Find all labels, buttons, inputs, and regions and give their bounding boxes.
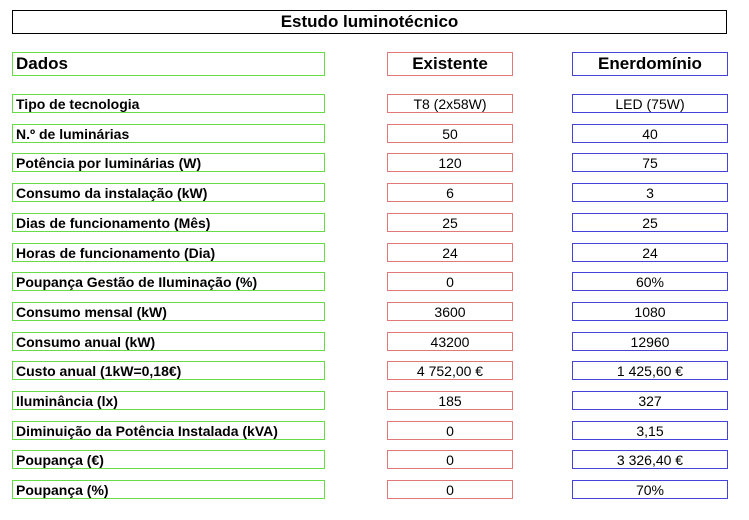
row-label: Horas de funcionamento (Dia) [12, 243, 325, 262]
row-label: Diminuição da Potência Instalada (kVA) [12, 421, 325, 440]
row-label: Consumo mensal (kW) [12, 302, 325, 321]
existente-cell: 0 [387, 480, 513, 499]
enerdominio-cell: 40 [572, 124, 728, 143]
row-label: N.º de luminárias [12, 124, 325, 143]
row-label: Tipo de tecnologia [12, 94, 325, 113]
page-title: Estudo luminotécnico [12, 10, 727, 34]
enerdominio-cell: LED (75W) [572, 94, 728, 113]
existente-cell: 0 [387, 272, 513, 291]
enerdominio-cell: 1 425,60 € [572, 361, 728, 380]
existente-cell: 25 [387, 213, 513, 232]
row-label: Poupança Gestão de Iluminação (%) [12, 272, 325, 291]
row-label: Poupança (€) [12, 450, 325, 469]
existente-cell: 4 752,00 € [387, 361, 513, 380]
row-label: Consumo anual (kW) [12, 332, 325, 351]
header-enerdominio: Enerdomínio [572, 52, 728, 76]
enerdominio-cell: 25 [572, 213, 728, 232]
enerdominio-cell: 60% [572, 272, 728, 291]
enerdominio-cell: 3 [572, 183, 728, 202]
existente-cell: 185 [387, 391, 513, 410]
row-label: Potência por luminárias (W) [12, 153, 325, 172]
row-label: Poupança (%) [12, 480, 325, 499]
row-label: Iluminância (lx) [12, 391, 325, 410]
enerdominio-cell: 3 326,40 € [572, 450, 728, 469]
enerdominio-cell: 327 [572, 391, 728, 410]
existente-cell: 3600 [387, 302, 513, 321]
row-label: Custo anual (1kW=0,18€) [12, 361, 325, 380]
existente-cell: T8 (2x58W) [387, 94, 513, 113]
enerdominio-cell: 24 [572, 243, 728, 262]
existente-cell: 120 [387, 153, 513, 172]
existente-cell: 0 [387, 421, 513, 440]
existente-cell: 24 [387, 243, 513, 262]
existente-cell: 0 [387, 450, 513, 469]
header-dados: Dados [12, 52, 325, 76]
existente-cell: 6 [387, 183, 513, 202]
enerdominio-cell: 3,15 [572, 421, 728, 440]
existente-cell: 43200 [387, 332, 513, 351]
row-label: Dias de funcionamento (Mês) [12, 213, 325, 232]
enerdominio-cell: 75 [572, 153, 728, 172]
existente-cell: 50 [387, 124, 513, 143]
enerdominio-cell: 12960 [572, 332, 728, 351]
header-existente: Existente [387, 52, 513, 76]
enerdominio-cell: 70% [572, 480, 728, 499]
enerdominio-cell: 1080 [572, 302, 728, 321]
row-label: Consumo da instalação (kW) [12, 183, 325, 202]
